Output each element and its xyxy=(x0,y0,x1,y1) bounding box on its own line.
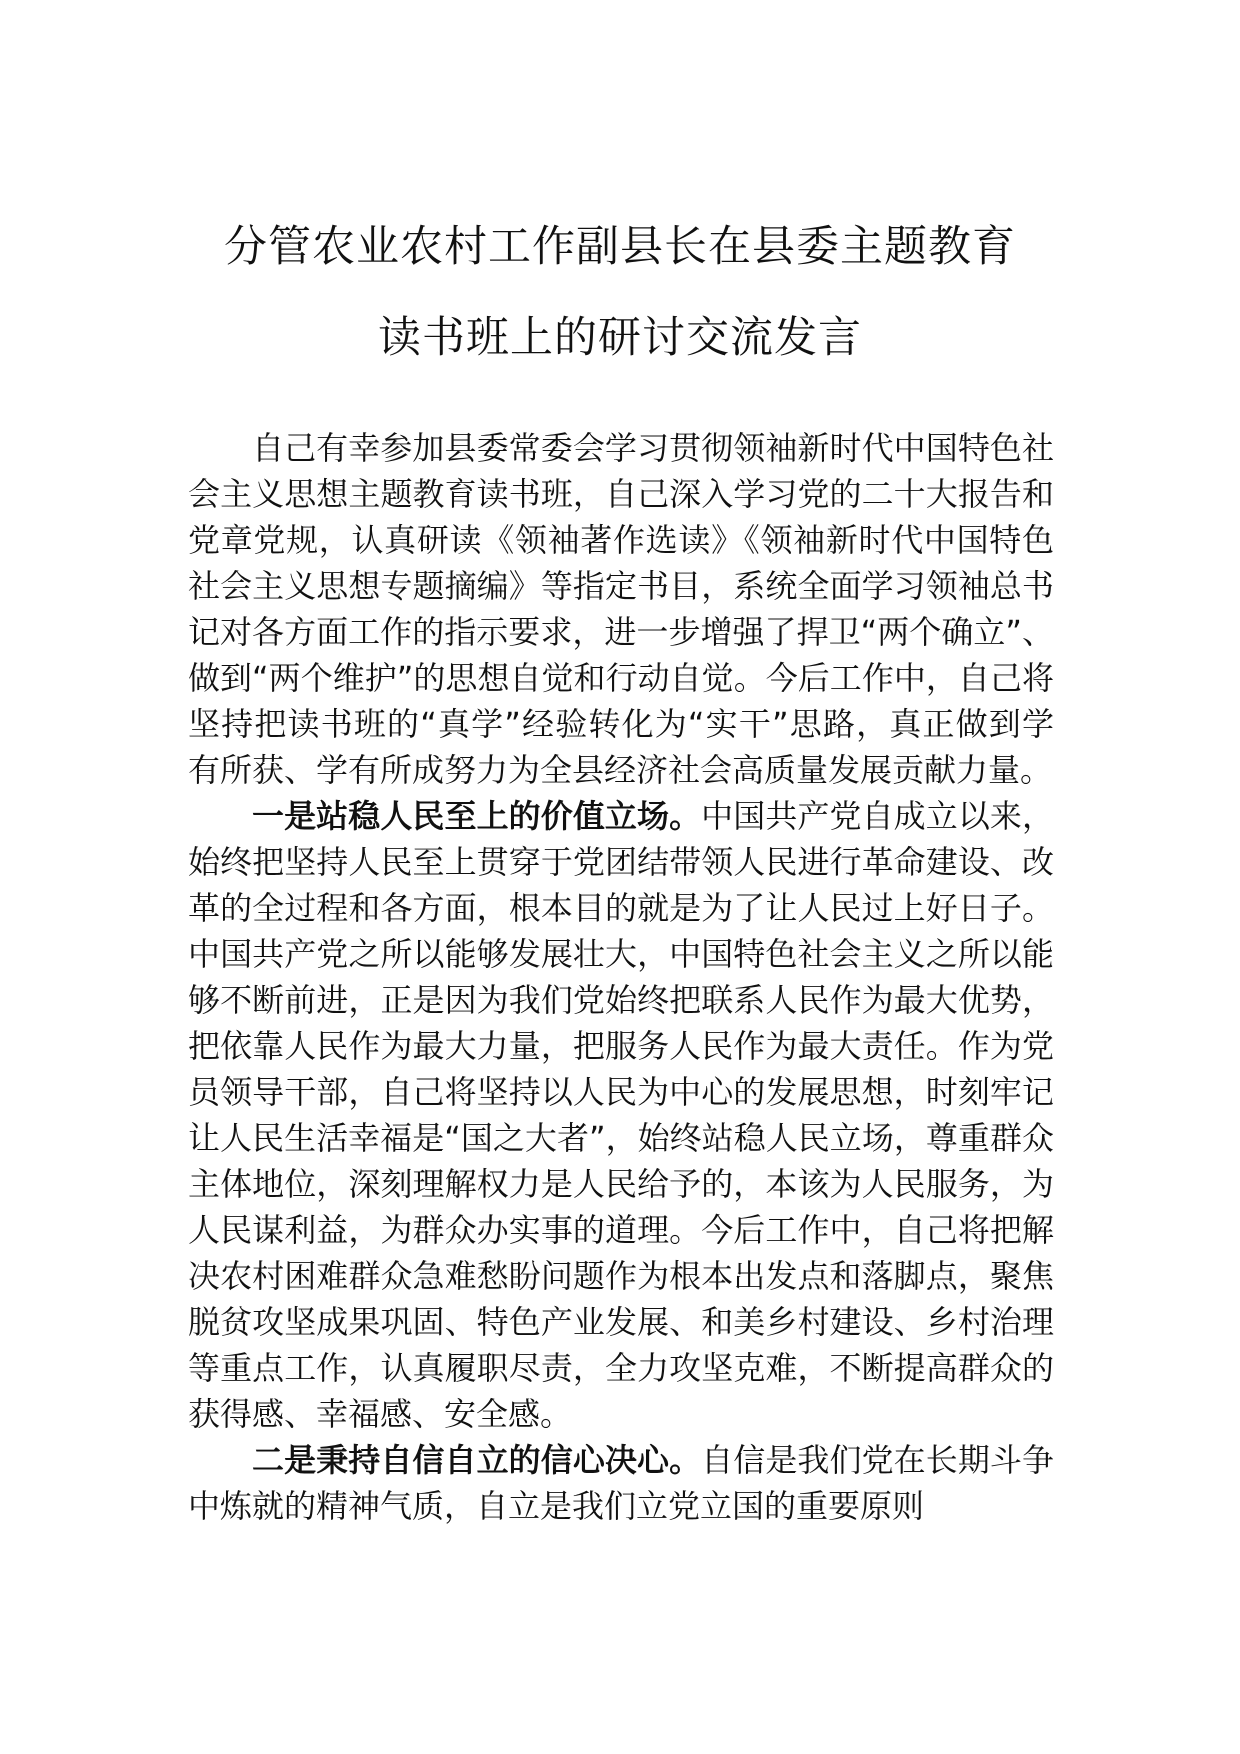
document-title-line-1: 分管农业农村工作副县长在县委主题教育 xyxy=(224,222,1016,272)
body-paragraph-intro xyxy=(188,425,1054,793)
paragraph-text: 自信是我们党在长期斗争中炼就的精神气质，自立是我们立党立国的重要原则 xyxy=(188,1441,1054,1525)
paragraph-text: 中国共产党自成立以来，始终把坚持人民至上贯穿于党团结带领人民进行革命建设、改革的全过程和各方面，根本目的就是为了让人民过上好日子。中国共产党之所以能够发展壮大，中国特色社会主义之所以能够不断前进，正是因为我们党始终把联系人民作为最大优势，把依靠人民作为最大力量，把服务人民作为最大责任。作为党员领导干部，自己将坚持以人民为中心的发展思想，时刻牢记让人民生活幸福是“国之大者”，始终站稳人民立场，尊重群众主体地位，深刻理解权力是人民给予的，本该为人民服务，为人民谋利益，为群众办实事的道理。今后工作中，自己将把解决农村困难群众急难愁盼问题作为根本出发点和落脚点，聚焦脱贫攻坚成果巩固、特色产业发展、和美乡村建设、乡村治理等重点工作，认真履职尽责，全力攻坚克难，不断提高群众的获得感、幸福感、安全感。 xyxy=(188,797,1054,1433)
body-paragraph-point-1 xyxy=(188,793,1054,1437)
body-paragraph-point-2 xyxy=(188,1437,1054,1529)
paragraph-lead: 二是秉持自信自立的信心决心。 xyxy=(252,1441,702,1479)
document-title-line-2: 读书班上的研讨交流发言 xyxy=(378,313,862,363)
paragraph-text: 自己有幸参加县委常委会学习贯彻领袖新时代中国特色社会主义思想主题教育读书班，自己深入学习党的二十大报告和党章党规，认真研读《领袖著作选读》《领袖新时代中国特色社会主义思想专题摘编》等指定书目，系统全面学习领袖总书记对各方面工作的指示要求，进一步增强了捍卫“两个确立”、做到“两个维护”的思想自觉和行动自觉。今后工作中，自己将坚持把读书班的“真学”经验转化为“实干”思路，真正做到学有所获、学有所成努力为全县经济社会高质量发展贡献力量。 xyxy=(188,429,1054,789)
document-body xyxy=(188,425,1054,1529)
paragraph-lead: 一是站稳人民至上的价值立场。 xyxy=(252,797,702,835)
